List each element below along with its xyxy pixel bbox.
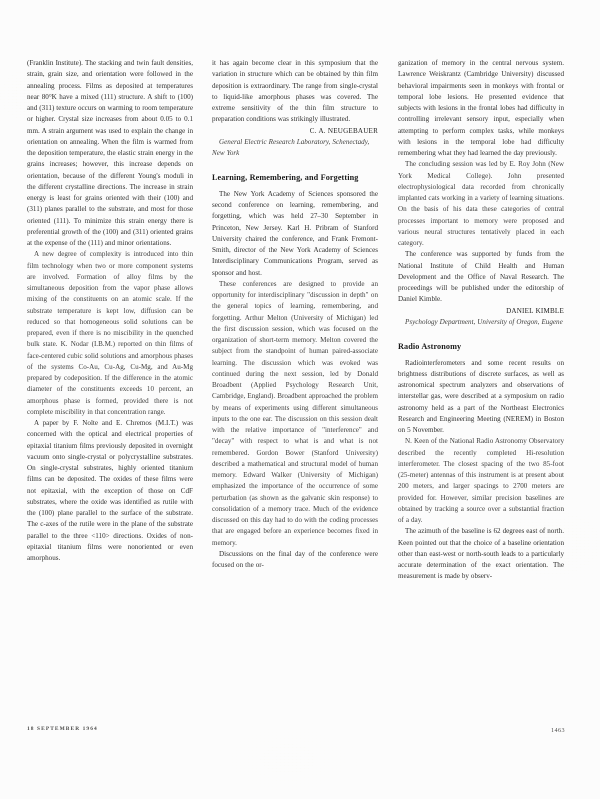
paragraph: ganization of memory in the central nervous system. Lawrence Weiskrantz (Cambridge University) discussed behavioral impairments seen in monkeys with frontal or temporal lobe lesions. He presented evidence that subjects with lesions in the frontal lobes had difficulty in controlling irrelevant sensory input, especially when attempting to perform complex tasks, while monkeys with lesions in the temporal lobe had difficulty remembering what they had learned the day previously. bbox=[398, 59, 564, 157]
issue-date-footer: 18 SEPTEMBER 1964 bbox=[27, 726, 98, 732]
author-affiliation: General Electric Research Laboratory, Schenectady, New York bbox=[212, 137, 370, 157]
column-right bbox=[398, 58, 564, 583]
author-signature bbox=[398, 306, 564, 317]
paragraph: Discussions on the final day of the conference were focused on the or- bbox=[212, 549, 378, 570]
column-left bbox=[27, 58, 193, 564]
paragraph: A new degree of complexity is introduced into thin film technology when two or more component systems are involved. Formation of alloy films by the simultaneous deposition from the vapor phase allows mixing of the constituents on an atomic scale. If the substrate temperature is kept low, diffusion can be reduced so that homogeneous solid solutions can be prepared, even if there is no miscibility in the quenched bulk state. K. Nodar (I.B.M.) reported on thin films of face-centered cubic solid solutions and amorphous phases of the systems Co-Au, Cu-Ag, Cu-Mg, and Au-Mg prepared by codeposition. If the difference in the atomic diameter of the constituents exceeds 10 percent, an amorphous phase is formed, provided there is not complete miscibility in that concentration range. bbox=[27, 250, 193, 416]
section-heading-radio-astronomy: Radio Astronomy bbox=[398, 342, 462, 351]
paragraph: The concluding session was led by E. Roy John (New York Medical College). John presented electrophysiological data recorded from chronically implanted cats working in a variety of learning situations. On the basis of his data these categories of central processes important to memory were proposed and various neural structures tentatively placed in each category. bbox=[398, 160, 564, 247]
paragraph: The New York Academy of Sciences sponsored the second conference on learning, remembering, and forgetting, which was held 27–30 September in Princeton, New Jersey. Karl H. Pribram of Stanford University chaired the conference, and Frank Fremont-Smith, director of the New York Academy of Sciences Interdisciplinary Communications Program, served as sponsor and host. bbox=[212, 189, 378, 277]
paragraph: N. Keen of the National Radio Astronomy Observatory described the recently completed Hi-resolution interferometer. The closest spacing of the two 85-foot (25-meter) antennas of this instrument is at present about 200 meters, and larger spacings to 2700 meters are provided for. However, similar precision baselines are obtained by tracking a source over a substantial fraction of a day. bbox=[398, 437, 564, 525]
author-affiliation: Psychology Department, University of Oregon, Eugene bbox=[405, 317, 563, 326]
paragraph: it has again become clear in this symposium that the variation in structure which can be obtained by thin film deposition is extraordinary. The range from single-crystal to liquid-like amorphous phases was covered. The extreme sensitivity of the thin film structure to preparation conditions was strikingly illustrated. bbox=[212, 59, 378, 124]
section-heading-learning: Learning, Remembering, and Forgetting bbox=[212, 173, 359, 183]
paragraph: Radiointerferometers and some recent results on brightness distributions of discrete surfaces, as well as astronomical spectrum analyzers and observations of interstellar gas, were described at a symposium on radio astronomy held as a part of the Northeast Electronics Research and Engineering Meeting (NEREM) in Boston on 5 November. bbox=[398, 358, 564, 435]
paragraph: (Franklin Institute). The stacking and twin fault densities, strain, grain size, and orientation were followed in the annealing process. Films as deposited at temperatures near 80°K have a mixed (111) structure. A shift to (100) and (311) texture occurs on warming to room temperature or higher. Crystal size increases from about 0.05 to 0.1 mm. A strain argument was used to explain the change in orientation on annealing. When the film is warmed from the deposition temperature, the elastic strain energy in the grains increases; however, this increase depends on orientation, because of the different Young's moduli in the different crystalline directions. The increase in strain energy is least for grains oriented with their (100) and (311) planes parallel to the substrate, and most for those oriented (111). To minimize this strain energy there is preferential growth of the (100) and (311) oriented grains at the expense of the (111) and minor orientations. bbox=[27, 59, 194, 247]
paragraph: These conferences are designed to provide an opportunity for interdisciplinary "discussion in depth" on the general topics of learning, remembering, and forgetting. Arthur Melton (University of Michigan) led the first discussion session, which was focused on the organization of short-term memory. Melton covered the subject from the standpoint of human paired-associate learning. The discussion which was evoked was continued during the next session, led by Donald Broadbent (Applied Psychology Research Unit, Cambridge, England). Broadbent approached the problem by means of experiments using different simultaneous inputs to the one ear. The discussion on this session dealt with the relative importance of "interference" and "decay" with respect to what is and what is not remembered. Gordon Bower (Stanford University) described a mathematical and structural model of human memory. Edward Walker (University of Michigan) emphasized the importance of the occurrence of some perturbation (as shown as the galvanic skin response) to consolidation of a memory trace. Much of the evidence discussed on this day had to do with the coding processes that are engaged before an experience becomes fixed in memory. bbox=[212, 279, 378, 547]
author-name: DANIEL KIMBLE bbox=[506, 306, 564, 315]
author-signature bbox=[212, 126, 378, 137]
paragraph: The azimuth of the baseline is 62 degrees east of north. Keen pointed out that the choice of a baseline orientation other than east-west or north-south leads to a particularly accurate determination of the exact orientation. The measurement is made by observ- bbox=[398, 527, 564, 581]
column-center bbox=[212, 58, 378, 571]
page-number: 1463 bbox=[551, 727, 565, 734]
paragraph: The conference was supported by funds from the National Institute of Child Health and Human Development and the Office of Naval Research. The proceedings will be published under the editorship of Daniel Kimble. bbox=[398, 250, 564, 304]
author-name: C. A. NEUGEBAUER bbox=[309, 126, 378, 135]
paragraph: A paper by F. Nolte and E. Chremos (M.I.T.) was concerned with the optical and electrical properties of epitaxial titanium films previously deposited in overnight vacuum onto single-crystal or polycrystalline substrates. On single-crystal substrates, highly oriented titanium films can be deposited. The oxides of these films were not epitaxial, with the exception of those on CdF substrates, where the oxide was identified as rutile with the (100) plane parallel to the surface of the substrate. The c-axes of the rutile were in the plane of the substrate parallel to the three <110> directions. Oxides of non-epitaxial titanium films were nonoriented or even amorphous. bbox=[27, 419, 193, 562]
